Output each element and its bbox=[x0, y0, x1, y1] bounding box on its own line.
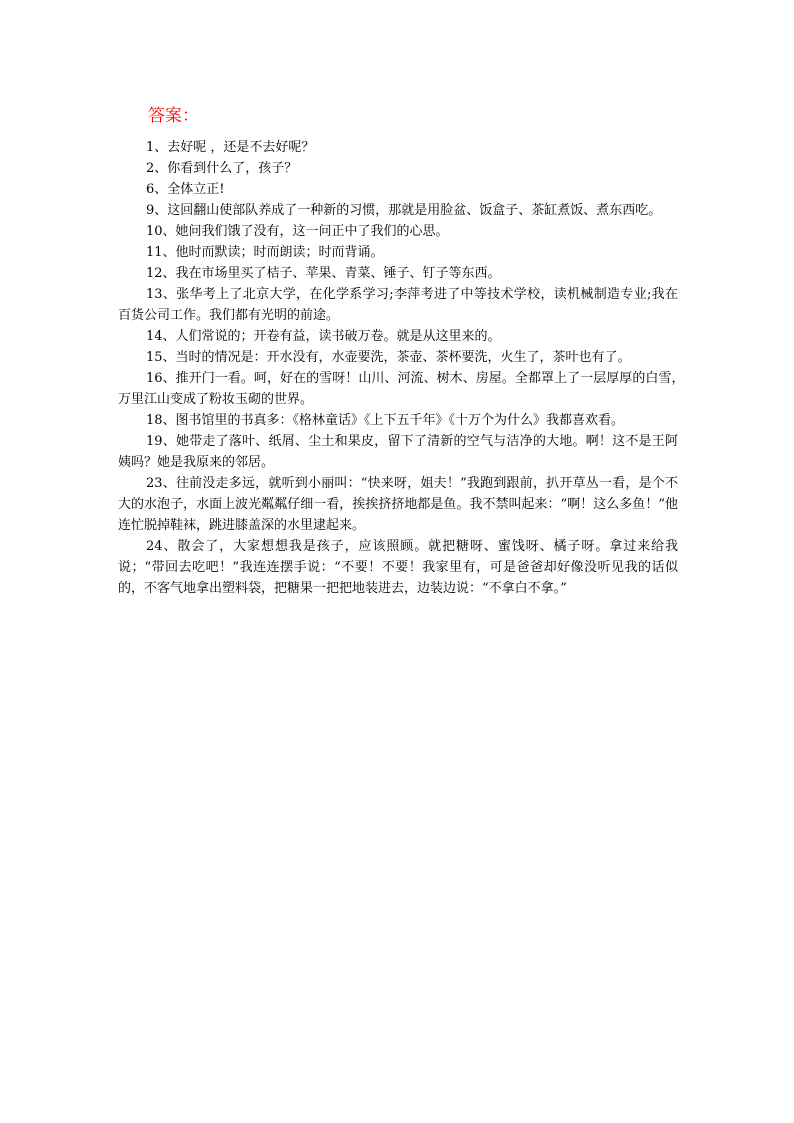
answer-item-24: 24、散会了，大家想想我是孩子，应该照顾。就把糖呀、蜜饯呀、橘子呀。拿过来给我说；“带回去吃吧！”我连连摆手说：“不要！不要！我家里有，可是爸爸却好像没听见我的话似的，不客气地拿出塑料袋，把糖果一把把地装进去，边装边说：“不拿白不拿。” bbox=[118, 539, 678, 596]
answer-item-1: 1、去好呢 ，还是不去好呢？ bbox=[146, 140, 315, 155]
answer-item-10: 10、她问我们饿了没有，这一问正中了我们的心思。 bbox=[146, 224, 449, 239]
answer-item-18: 18、图书馆里的书真多：《格林童话》《上下五千年》《十万个为什么》我都喜欢看。 bbox=[146, 413, 625, 428]
answer-page bbox=[118, 104, 692, 599]
answer-item-14: 14、人们常说的；开卷有益，读书破万卷。就是从这里来的。 bbox=[146, 329, 501, 344]
answer-item-19: 19、她带走了落叶、纸屑、尘土和果皮，留下了清新的空气与洁净的大地。啊！这不是王阿姨吗？她是我原来的邻居。 bbox=[118, 434, 678, 470]
answer-item-15: 15、当时的情况是：开水没有，水壶要洗，茶壶、茶杯要洗，火生了，茶叶也有了。 bbox=[146, 350, 631, 365]
answer-item-23: 23、往前没走多远，就听到小丽叫：“快来呀，姐夫！”我跑到跟前，扒开草丛一看，是个不大的水泡子，水面上波光粼粼仔细一看，挨挨挤挤地都是鱼。我不禁叫起来：“啊！这么多鱼！”他连忙脱掉鞋袜，跳进膝盖深的水里逮起来。 bbox=[118, 476, 678, 533]
answer-item-11: 11、他时而默读；时而朗读；时而背诵。 bbox=[146, 245, 384, 260]
answer-item-12: 12、我在市场里买了桔子、苹果、青菜、锤子、钉子等东西。 bbox=[146, 266, 501, 281]
answer-heading: 答案： bbox=[148, 106, 199, 126]
answer-item-16: 16、推开门一看。呵，好在的雪呀！山川、河流、树木、房屋。全都罩上了一层厚厚的白雪， 万里江山变成了粉妆玉砌的世界。 bbox=[118, 371, 692, 407]
answer-item-9: 9、这回翻山使部队养成了一种新的习惯，那就是用脸盆、饭盒子、茶缸煮饭、煮东西吃。 bbox=[146, 203, 662, 218]
answer-item-2: 2、你看到什么了，孩子？ bbox=[146, 161, 298, 176]
answer-item-13: 13、张华考上了北京大学，在化学系学习;李萍考进了中等技术学校，读机械制造专业;我在百货公司工作。我们都有光明的前途。 bbox=[118, 287, 678, 323]
answer-item-6: 6、全体立正! bbox=[146, 182, 225, 197]
